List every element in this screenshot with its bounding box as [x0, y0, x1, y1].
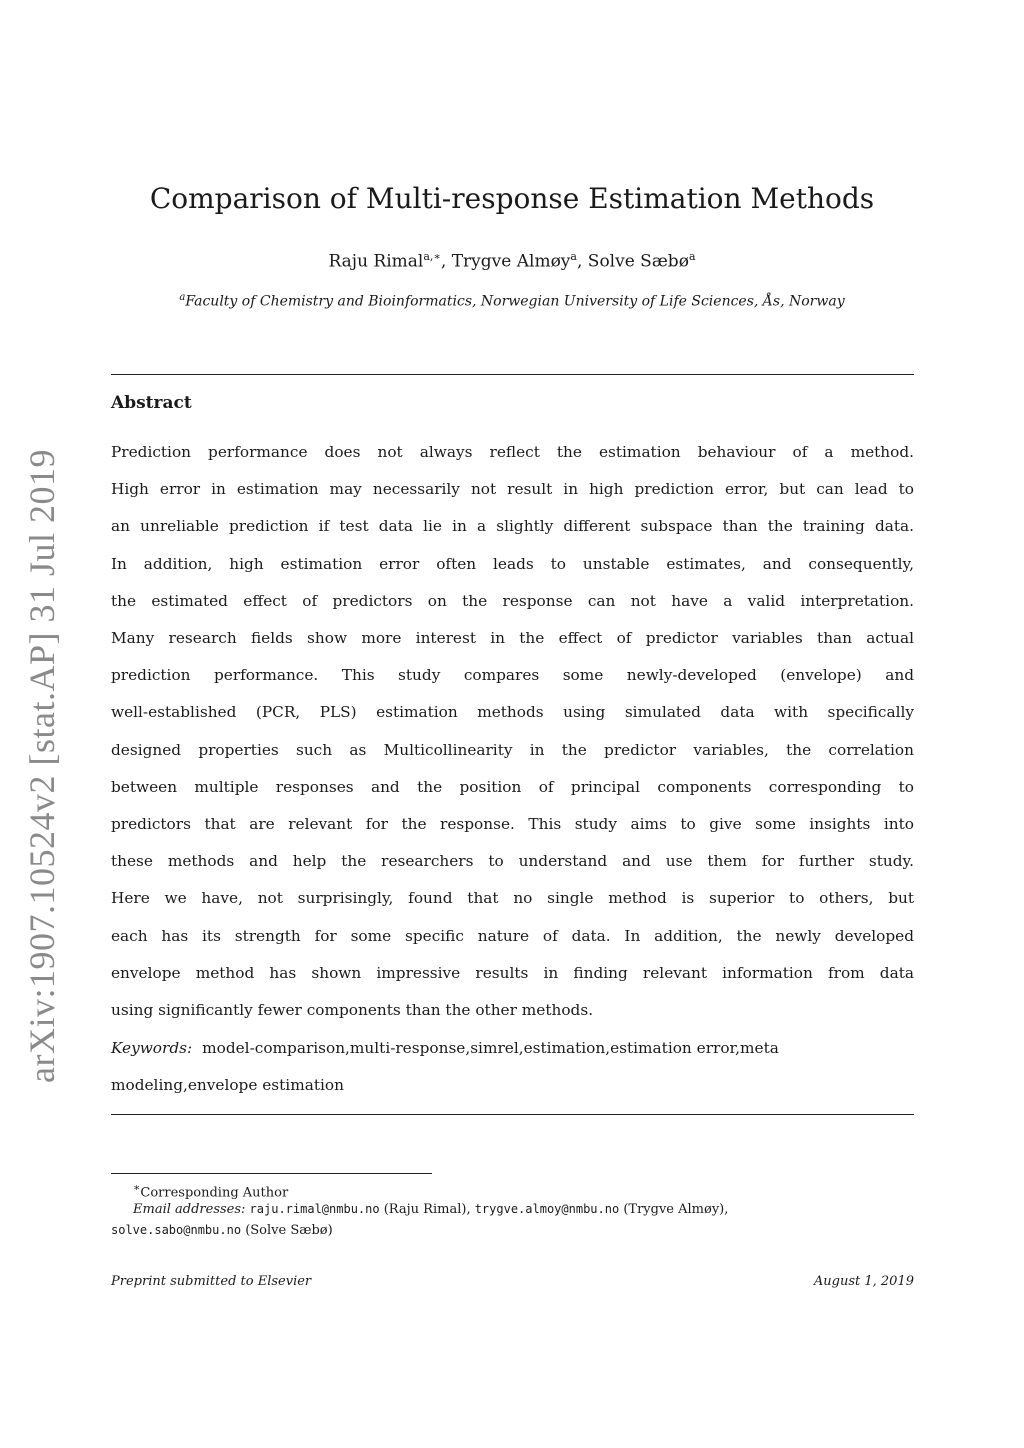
email-addresses-note: Email addresses: raju.rimal@nmbu.no (Raju Rimal), trygve.almoy@nmbu.no (Trygve Almøy), solve.sabo@nmbu.no (Solve Sæbø)	[111, 1202, 729, 1238]
email-owner: (Solve Sæbø)	[245, 1223, 333, 1238]
abstract-line: prediction performance. This study compares some newly-developed (envelope) and	[111, 666, 914, 685]
abstract-line: an unreliable prediction if test data lie in a slightly different subspace than the training data.	[111, 517, 914, 536]
abstract-line: well-established (PCR, PLS) estimation methods using simulated data with specifically	[111, 703, 914, 722]
keywords-label: Keywords:	[111, 1039, 193, 1057]
abstract-line: each has its strength for some specific nature of data. In addition, the newly developed	[111, 926, 914, 945]
email-link[interactable]: trygve.almoy@nmbu.no	[474, 1202, 620, 1216]
email-label: Email addresses:	[133, 1202, 246, 1217]
affiliation-text: Faculty of Chemistry and Bioinformatics, Norwegian University of Life Sciences, Ås, Norway	[185, 293, 845, 310]
corresponding-mark: ∗	[133, 1181, 141, 1194]
arxiv-identifier-stamp: arXiv:1907.10524v2 [stat.AP] 31 Jul 2019	[22, 449, 62, 1083]
abstract-body	[111, 434, 914, 1029]
abstract-top-rule	[111, 374, 914, 375]
preprint-date: August 1, 2019	[813, 1274, 914, 1289]
keywords	[111, 1030, 914, 1104]
paper-title: Comparison of Multi-response Estimation Methods	[149, 182, 875, 215]
author-affiliation-mark: a	[688, 250, 696, 263]
abstract-line: In addition, high estimation error often leads to unstable estimates, and consequently,	[111, 554, 914, 573]
affiliation-mark: a	[179, 292, 186, 303]
abstract-heading: Abstract	[111, 393, 192, 413]
abstract-line: Many research fields show more interest in the effect of predictor variables than actual	[111, 629, 914, 648]
abstract-line: Prediction performance does not always reflect the estimation behaviour of a method.	[111, 443, 914, 461]
abstract-line: designed properties such as Multicollinearity in the predictor variables, the correlation	[111, 740, 914, 759]
author-separator: ,	[440, 251, 452, 272]
abstract-line: between multiple responses and the position of principal components corresponding to	[111, 777, 914, 796]
corresponding-text: Corresponding Author	[140, 1185, 289, 1201]
email-owner: (Trygve Almøy)	[623, 1202, 725, 1217]
author-name: Raju Rimal	[328, 251, 424, 272]
abstract-line: envelope method has shown impressive results in finding relevant information from data	[111, 963, 914, 982]
footnote-rule	[111, 1173, 432, 1174]
keywords-text: model-comparison,multi-response,simrel,estimation,estimation error,meta modeling,envelope estimation	[111, 1039, 779, 1095]
email-link[interactable]: solve.sabo@nmbu.no	[111, 1223, 242, 1237]
abstract-line: High error in estimation may necessarily not result in high prediction error, but can lead to	[111, 480, 914, 499]
email-owner: (Raju Rimal)	[383, 1202, 467, 1217]
abstract-line: predictors that are relevant for the response. This study aims to give some insights into	[111, 815, 914, 834]
author-separator: ,	[576, 251, 588, 272]
abstract-line: these methods and help the researchers to understand and use them for further study.	[111, 852, 914, 871]
author-affiliation-mark: a	[570, 250, 577, 263]
abstract-line: using significantly fewer components than the other methods.	[111, 1001, 594, 1020]
abstract-line: Here we have, not surprisingly, found that no single method is superior to others, but	[111, 889, 914, 908]
affiliation	[0, 292, 1024, 310]
author-list	[0, 250, 1024, 272]
preprint-note: Preprint submitted to Elsevier	[111, 1274, 312, 1289]
email-link[interactable]: raju.rimal@nmbu.no	[249, 1202, 380, 1216]
abstract-bottom-rule	[111, 1114, 914, 1115]
author-name: Trygve Almøy	[451, 251, 571, 272]
abstract-line: the estimated effect of predictors on the response can not have a valid interpretation.	[111, 591, 914, 610]
author-name: Solve Sæbø	[587, 251, 689, 272]
author-affiliation-mark: a,∗	[423, 250, 441, 263]
